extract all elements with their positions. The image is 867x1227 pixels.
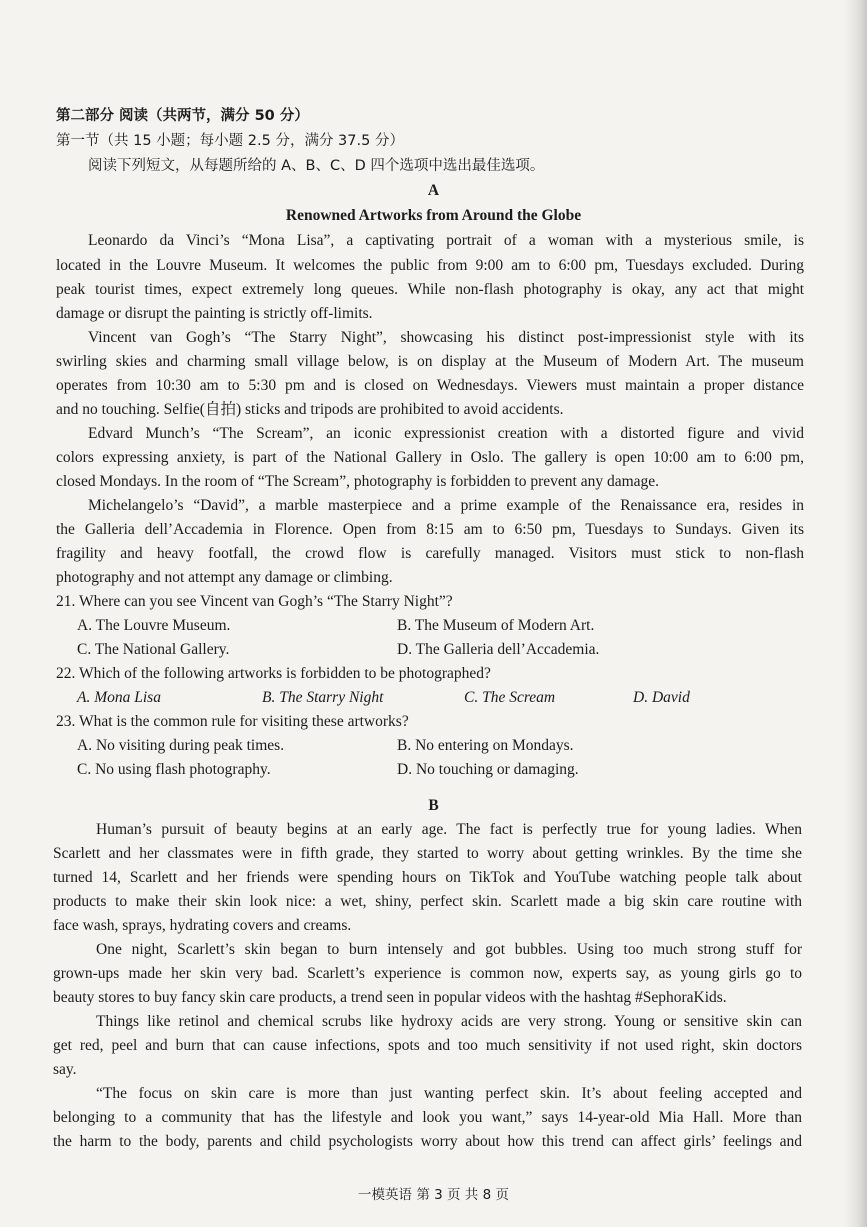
passage-a-paragraph-4-line: fragility and heavy footfall, the crowd flow is carefully managed. Visitors must stick to non-flash bbox=[56, 545, 804, 562]
passage-b-letter: B bbox=[428, 797, 439, 814]
question-22-option-b: B. The Starry Night bbox=[262, 689, 384, 706]
passage-a-paragraph-3-line: Edvard Munch’s “The Scream”, an iconic expressionist creation with a distorted figure and vivid bbox=[88, 425, 804, 442]
passage-b-paragraph-1-line: products to make their skin look nice: a wet, shiny, perfect skin. Scarlett made a big skin care routine with bbox=[53, 893, 802, 910]
passage-b-paragraph-2-line: One night, Scarlett’s skin began to burn intensely and got bubbles. Using too much strong stuff for bbox=[96, 941, 802, 958]
passage-a-paragraph-1-line: Leonardo da Vinci’s “Mona Lisa”, a captivating portrait of a woman with a mysterious smile, is bbox=[88, 232, 804, 249]
question-21-option-a: A. The Louvre Museum. bbox=[77, 617, 231, 634]
passage-a-paragraph-1-line: peak tourist times, expect extremely long queues. While non-flash photography is okay, any act that might bbox=[56, 281, 804, 298]
passage-a-paragraph-3-line: closed Mondays. In the room of “The Scream”, photography is forbidden to prevent any damage. bbox=[56, 473, 660, 490]
passage-a-paragraph-2-line: operates from 10:30 am to 5:30 pm and is closed on Wednesdays. Viewers must maintain a proper distance bbox=[56, 377, 804, 394]
passage-a-letter: A bbox=[427, 182, 440, 199]
passage-b-paragraph-1-line: turned 14, Scarlett and her friends were spending hours on TikTok and YouTube watching people talk about bbox=[53, 869, 802, 886]
question-23-option-c: C. No using flash photography. bbox=[77, 761, 271, 778]
question-22-stem: 22. Which of the following artworks is forbidden to be photographed? bbox=[56, 665, 491, 682]
section-heading: 第二部分 阅读（共两节，满分 50 分） bbox=[56, 108, 309, 124]
passage-b-paragraph-1-line: face wash, sprays, hydrating covers and creams. bbox=[53, 917, 352, 934]
passage-b-paragraph-3-line: Things like retinol and chemical scrubs like hydroxy acids are very strong. Young or sensitive skin can bbox=[96, 1013, 802, 1030]
passage-a-paragraph-4-line: the Galleria dell’Accademia in Florence. Open from 8:15 am to 6:50 pm, Tuesdays to Sundays. Given its bbox=[56, 521, 804, 538]
passage-b-paragraph-4-line: belonging to a community that has the lifestyle and look you want,” says 14-year-old Mia Hall. More than bbox=[53, 1109, 802, 1126]
passage-a-paragraph-2-line: and no touching. Selfie(自拍) sticks and tripods are prohibited to avoid accidents. bbox=[56, 401, 564, 418]
passage-b-paragraph-3-line: get red, peel and burn that can cause infections, spots and too much sensitivity if not used right, skin doctors bbox=[53, 1037, 802, 1054]
question-23-stem: 23. What is the common rule for visiting these artworks? bbox=[56, 713, 409, 730]
passage-a-paragraph-4-line: Michelangelo’s “David”, a marble masterpiece and a prime example of the Renaissance era, resides in bbox=[88, 497, 804, 514]
passage-a-paragraph-1-line: damage or disrupt the painting is strictly off-limits. bbox=[56, 305, 373, 322]
passage-a-paragraph-2-line: swirling skies and charming small village below, is on display at the Museum of Modern Art. The museum bbox=[56, 353, 804, 370]
passage-b-paragraph-4-line: the harm to the body, parents and child psychologists worry about how this trend can affect girls’ feelings and bbox=[53, 1133, 802, 1150]
passage-b-paragraph-3-line: say. bbox=[53, 1061, 77, 1078]
question-21-option-d: D. The Galleria dell’Accademia. bbox=[397, 641, 600, 658]
question-22-option-a: A. Mona Lisa bbox=[77, 689, 161, 706]
passage-b-paragraph-4-line: “The focus on skin care is more than just wanting perfect skin. It’s about feeling accepted and bbox=[96, 1085, 802, 1102]
question-22-option-c: C. The Scream bbox=[464, 689, 556, 706]
question-21-stem: 21. Where can you see Vincent van Gogh’s “The Starry Night”? bbox=[56, 593, 453, 610]
passage-b-paragraph-1-line: Scarlett and her classmates were in fifth grade, they started to worry about getting wrinkles. By the time she bbox=[53, 845, 802, 862]
question-23-option-d: D. No touching or damaging. bbox=[397, 761, 579, 778]
question-23-option-b: B. No entering on Mondays. bbox=[397, 737, 574, 754]
passage-a-paragraph-4-line: photography and not attempt any damage or climbing. bbox=[56, 569, 393, 586]
instruction-text: 阅读下列短文，从每题所给的 A、B、C、D 四个选项中选出最佳选项。 bbox=[88, 158, 545, 174]
question-22-option-d: D. David bbox=[633, 689, 690, 706]
passage-a-paragraph-3-line: colors expressing anxiety, is part of the National Gallery in Oslo. The gallery is open 10:00 am to 6:00 pm, bbox=[56, 449, 804, 466]
passage-a-title: Renowned Artworks from Around the Globe bbox=[285, 207, 582, 224]
passage-a-paragraph-1-line: located in the Louvre Museum. It welcomes the public from 9:00 am to 6:00 pm, Tuesdays excluded. During bbox=[56, 257, 804, 274]
question-21-option-c: C. The National Gallery. bbox=[77, 641, 230, 658]
passage-a-paragraph-2-line: Vincent van Gogh’s “The Starry Night”, showcasing his distinct post-impressionist style with its bbox=[88, 329, 804, 346]
passage-b-paragraph-2-line: beauty stores to buy fancy skin care products, a trend seen in popular videos with the hashtag #SephoraKids. bbox=[53, 989, 727, 1006]
passage-b-paragraph-2-line: grown-ups made her skin very bad. Scarlett’s experience is common now, experts say, as young girls go to bbox=[53, 965, 802, 982]
question-23-option-a: A. No visiting during peak times. bbox=[77, 737, 285, 754]
question-21-option-b: B. The Museum of Modern Art. bbox=[397, 617, 595, 634]
passage-b-paragraph-1-line: Human’s pursuit of beauty begins at an early age. The fact is perfectly true for young ladies. When bbox=[96, 821, 802, 838]
page-footer: 一模英语 第 3 页 共 8 页 bbox=[358, 1187, 509, 1203]
part-heading: 第一节（共 15 小题；每小题 2.5 分，满分 37.5 分） bbox=[56, 133, 404, 149]
